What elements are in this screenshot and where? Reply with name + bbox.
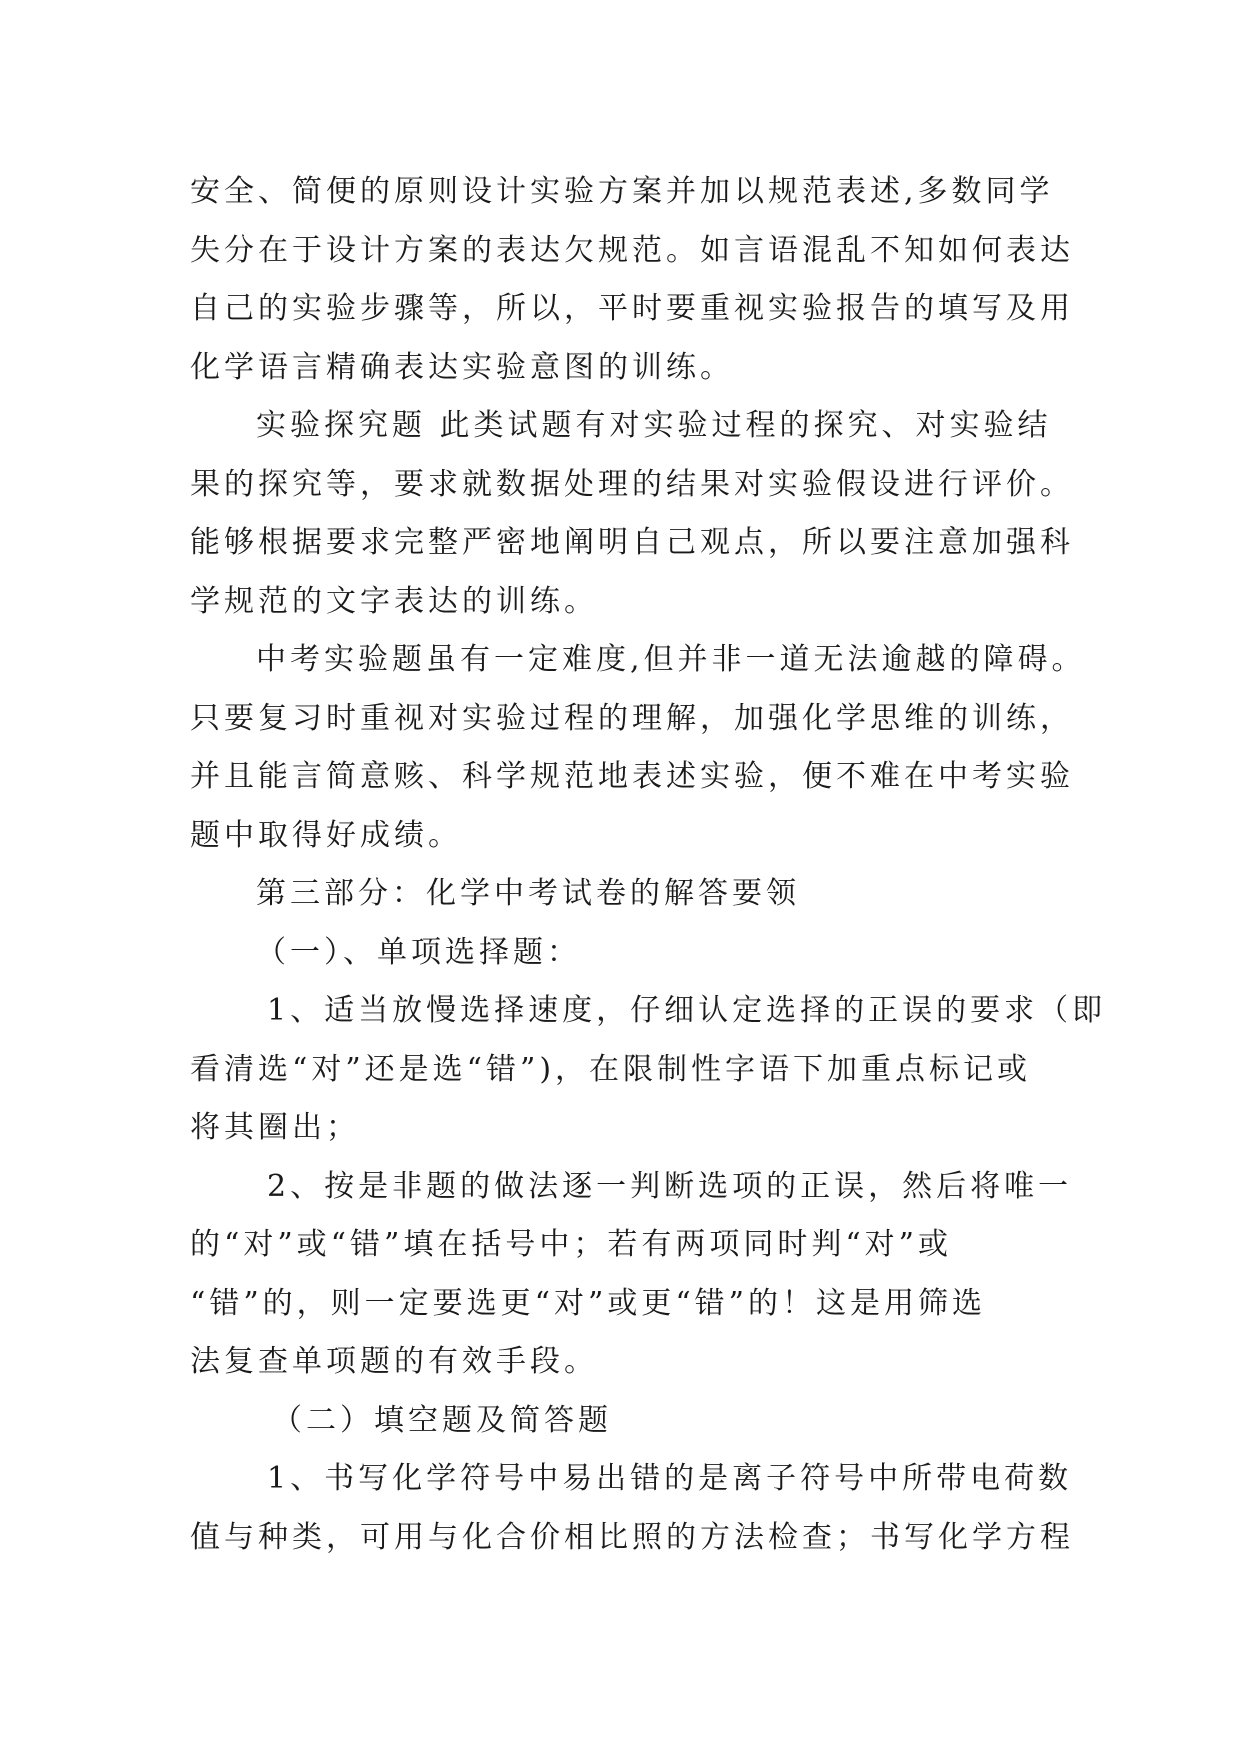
paragraph-fill-blank-tip-1 [190,1450,1074,1567]
text-line: 果的探究等，要求就数据处理的结果对实验假设进行评价。 [190,466,1074,502]
paragraph-choice-tip-1 [190,982,1107,1158]
section-heading-part-three [190,865,1070,924]
paragraph-experiment-inquiry [190,397,1074,631]
text-line: 中考实验题虽有一定难度,但并非一道无法逾越的障碍。 [256,642,1086,677]
text-line: “错”的，则一定要选更“对”或更“错”的！这是用筛选 [190,1285,987,1321]
text-line: 题中取得好成绩。 [190,817,462,853]
text-line: 化学语言精确表达实验意图的训练。 [190,349,734,385]
paragraph-exam-summary [190,631,1086,865]
text-line: 第三部分：化学中考试卷的解答要领 [256,876,800,911]
document-body [190,163,1107,1567]
text-line: 将其圈出； [190,1110,360,1145]
text-line: 自己的实验步骤等，所以，平时要重视实验报告的填写及用 [190,291,1074,326]
text-line: 实验探究题 此类试题有对实验过程的探究、对实验结 [256,408,1052,443]
text-line: 的“对”或“错”填在括号中；若有两项同时判“对”或 [190,1227,953,1262]
text-line: 安全、简便的原则设计实验方案并加以规范表述,多数同学 [190,174,1054,209]
text-line: 看清选“对”还是选“错”)，在限制性字语下加重点标记或 [190,1051,1032,1087]
text-line: 并且能言简意赅、科学规范地表述实验，便不难在中考实验 [190,759,1074,794]
paragraph-choice-tip-2 [190,1158,1073,1392]
subheading-fill-blank [190,1392,1070,1451]
text-line: 能够根据要求完整严密地阐明自己观点，所以要注意加强科 [190,525,1074,560]
text-line: 只要复习时重视对实验过程的理解，加强化学思维的训练， [190,700,1074,736]
text-line: 值与种类，可用与化合价相比照的方法检查；书写化学方程 [190,1519,1074,1555]
text-line: 1、书写化学符号中易出错的是离子符号中所带电荷数 [267,1461,1073,1496]
subheading-single-choice [190,924,1070,983]
text-line: （一）、单项选择题： [256,934,581,970]
paragraph-experiment-design [190,163,1074,397]
text-line: 失分在于设计方案的表达欠规范。如言语混乱不知如何表达 [190,232,1074,268]
text-line: （二）填空题及简答题 [272,1402,612,1438]
text-line: 2、按是非题的做法逐一判断选项的正误，然后将唯一 [267,1168,1073,1204]
text-line: 学规范的文字表达的训练。 [190,583,598,619]
text-line: 1、适当放慢选择速度，仔细认定选择的正误的要求（即 [267,993,1107,1028]
text-line: 法复查单项题的有效手段。 [190,1344,598,1379]
